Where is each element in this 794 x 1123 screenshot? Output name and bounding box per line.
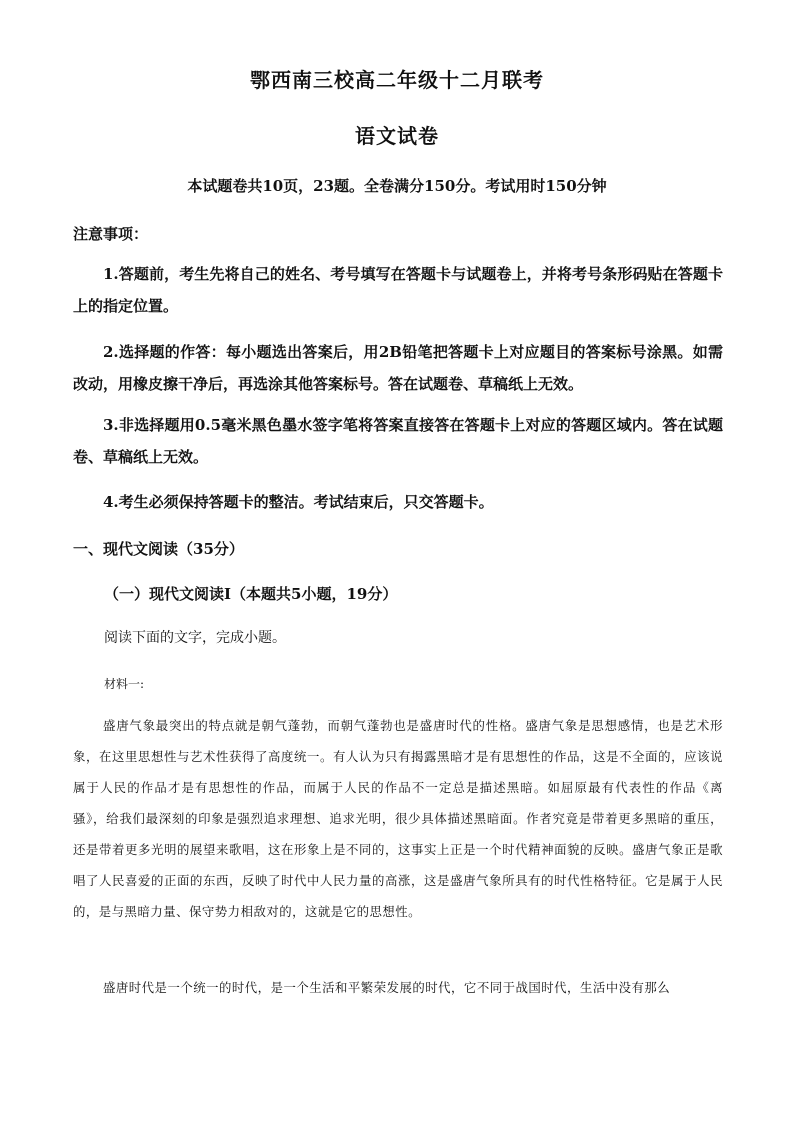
note-item: 3.非选择题用0.5毫米黑色墨水签字笔将答案直接答在答题卡上对应的答题区域内。答在试题卷、草稿纸上无效。	[73, 416, 723, 466]
subsection-heading: （一）现代文阅读Ⅰ（本题共5小题，19分）	[104, 585, 398, 603]
note-item: 4.考生必须保持答题卡的整洁。考试结束后，只交答题卡。	[103, 493, 494, 511]
note-item: 1.答题前，考生先将自己的姓名、考号填写在答题卡与试题卷上，并将考号条形码贴在答题卡上的指定位置。	[73, 265, 723, 315]
material-label: 材料一:	[104, 677, 145, 691]
section-heading: 一、现代文阅读（35分）	[73, 540, 244, 558]
exam-title: 鄂西南三校高二年级十二月联考	[250, 68, 544, 92]
reading-instruction: 阅读下面的文字，完成小题。	[104, 630, 286, 646]
notes-heading: 注意事项：	[73, 225, 149, 243]
exam-info: 本试题卷共10页，23题。全卷满分150分。考试用时150分钟	[187, 177, 607, 195]
exam-subject: 语文试卷	[355, 124, 439, 148]
note-item: 2.选择题的作答：每小题选出答案后，用2B铅笔把答题卡上对应题目的答案标号涂黑。如需改动，用橡皮擦干净后，再选涂其他答案标号。答在试题卷、草稿纸上无效。	[73, 343, 723, 393]
passage-paragraph: 盛唐时代是一个统一的时代，是一个生活和平繁荣发展的时代，它不同于战国时代，生活中没有那么	[103, 980, 671, 995]
passage-paragraph: 盛唐气象最突出的特点就是朝气蓬勃，而朝气蓬勃也是盛唐时代的性格。盛唐气象是思想感情，也是艺术形象，在这里思想性与艺术性获得了高度统一。有人认为只有揭露黑暗才是有思想性的作品，这是不全面的，应该说属于人民的作品才是有思想性的作品，而属于人民的作品不一定总是描述黑暗。如屈原最有代表性的作品《离骚》，给我们最深刻的印象是强烈追求理想、追求光明，很少具体描述黑暗面。作者究竟是带着更多黑暗的重压，还是带着更多光明的展望来歌唱，这在形象上是不同的，这事实上正是一个时代精神面貌的反映。盛唐气象正是歌唱了人民喜爱的正面的东西，反映了时代中人民力量的高涨，这是盛唐气象所具有的时代性格特征。它是属于人民的，是与黑暗力量、保守势力相敌对的，这就是它的思想性。	[73, 718, 723, 919]
